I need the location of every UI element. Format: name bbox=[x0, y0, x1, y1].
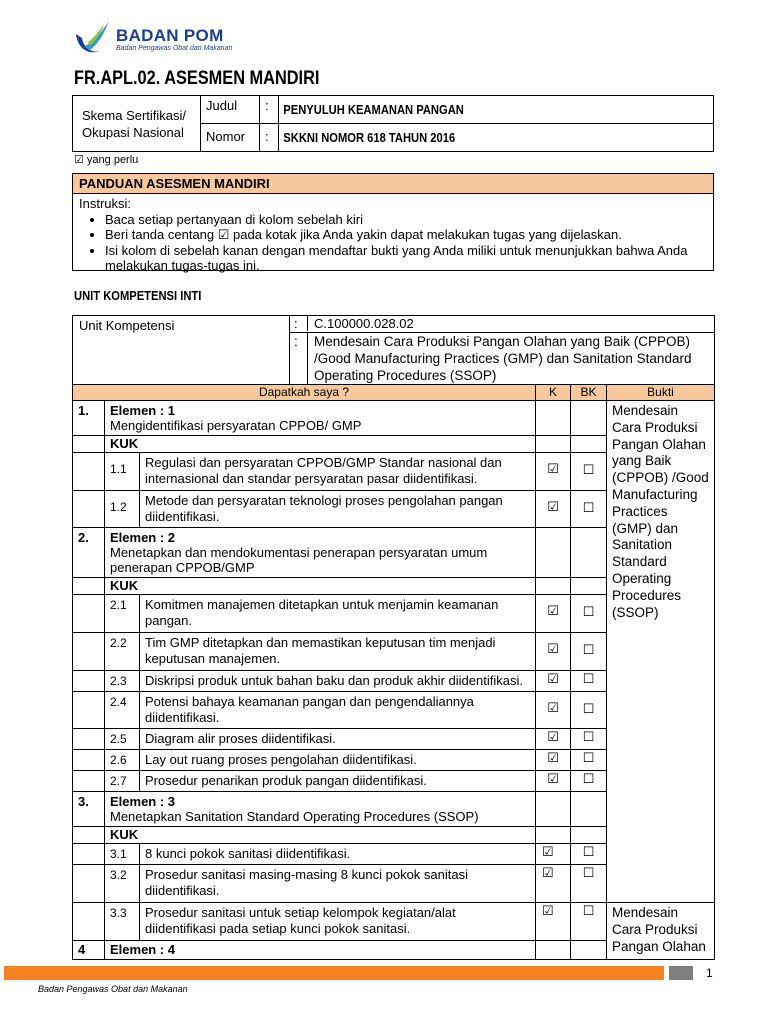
kuk-number: 1.2 bbox=[110, 500, 127, 514]
element-number: 4 bbox=[78, 942, 86, 957]
bk-checkbox[interactable]: ☐ bbox=[582, 771, 595, 786]
k-checkbox[interactable]: ☑ bbox=[542, 844, 554, 859]
col-k: K bbox=[536, 385, 571, 401]
kuk-number: 2.3 bbox=[110, 674, 127, 688]
kuk-label: KUK bbox=[110, 827, 139, 842]
element-title: Elemen : 3 bbox=[110, 794, 176, 809]
nomor-separator: : bbox=[265, 129, 269, 144]
kuk-text: Lay out ruang proses pengolahan diidentifikasi. bbox=[145, 752, 417, 767]
element-number: 2. bbox=[78, 530, 89, 545]
bk-checkbox[interactable]: ☐ bbox=[582, 865, 595, 880]
kuk-label: KUK bbox=[110, 436, 139, 451]
kuk-number: 3.1 bbox=[110, 847, 127, 861]
k-checkbox[interactable]: ☑ bbox=[547, 603, 559, 618]
bk-checkbox[interactable]: ☐ bbox=[582, 462, 595, 477]
unit-label: Unit Kompetensi bbox=[79, 318, 175, 333]
panduan-title: PANDUAN ASESMEN MANDIRI bbox=[73, 174, 713, 194]
element-number: 3. bbox=[78, 794, 89, 809]
unit-heading: UNIT KOMPETENSI INTI bbox=[74, 288, 202, 303]
bk-checkbox[interactable]: ☐ bbox=[582, 701, 595, 716]
bk-checkbox[interactable]: ☐ bbox=[582, 729, 595, 744]
unit-title: Mendesain Cara Produksi Pangan Olahan yang Baik (CPPOB) /Good Manufacturing Practices (GMP) dan Sanitation Standard Operating Procedures (SSOP) bbox=[307, 333, 714, 384]
badan-pom-logo-icon bbox=[72, 20, 114, 60]
nomor-value: SKKNI NOMOR 618 TAHUN 2016 bbox=[283, 130, 456, 145]
instruksi-item: • Isi kolom di sebelah kanan dengan mendaftar bukti yang Anda miliki untuk menunjukkan bahwa Anda melakukan tugas-tugas ini. bbox=[105, 243, 707, 274]
col-question: Dapatkah saya ? bbox=[73, 385, 536, 401]
k-checkbox[interactable]: ☑ bbox=[542, 903, 554, 918]
kuk-number: 2.5 bbox=[110, 732, 127, 746]
k-checkbox[interactable]: ☑ bbox=[542, 865, 554, 880]
element-desc: Mengidentifikasi persyaratan CPPOB/ GMP bbox=[110, 418, 362, 433]
footer-org: Badan Pengawas Obat dan Makanan bbox=[38, 984, 188, 994]
k-checkbox[interactable]: ☑ bbox=[547, 671, 559, 686]
bk-checkbox[interactable]: ☐ bbox=[582, 844, 595, 859]
kuk-number: 2.7 bbox=[110, 774, 127, 788]
k-checkbox[interactable]: ☑ bbox=[547, 461, 559, 476]
kuk-number: 2.6 bbox=[110, 753, 127, 767]
kuk-text: Prosedur penarikan produk pangan diidentifikasi. bbox=[145, 773, 427, 788]
bk-checkbox[interactable]: ☐ bbox=[582, 671, 595, 686]
instruksi-item: • Baca setiap pertanyaan di kolom sebelah kiri bbox=[105, 212, 707, 228]
footer-bar bbox=[4, 966, 664, 980]
k-checkbox[interactable]: ☑ bbox=[547, 499, 559, 514]
bk-checkbox[interactable]: ☐ bbox=[582, 750, 595, 765]
bk-checkbox[interactable]: ☐ bbox=[582, 903, 595, 918]
element-title: Elemen : 2 bbox=[110, 530, 176, 545]
kuk-text: Regulasi dan persyaratan CPPOB/GMP Standar nasional dan internasional dan standar persyaratan pasar diidentifikasi. bbox=[145, 455, 502, 486]
judul-value: PENYULUH KEAMANAN PANGAN bbox=[283, 102, 464, 117]
element-desc: Menetapkan Sanitation Standard Operating Procedures (SSOP) bbox=[110, 809, 479, 824]
nomor-label: Nomor bbox=[206, 129, 246, 144]
element-number: 1. bbox=[78, 403, 89, 418]
kuk-text: Prosedur sanitasi untuk setiap kelompok kegiatan/alat diidentifikasi pada setiap kunci pokok sanitasi. bbox=[145, 905, 456, 936]
footer-page-block bbox=[669, 966, 693, 980]
kuk-text: 8 kunci pokok sanitasi diidentifikasi. bbox=[145, 846, 351, 861]
kuk-text: Diskripsi produk untuk bahan baku dan produk akhir diidentifikasi. bbox=[145, 673, 523, 688]
unit-title-separator: : bbox=[294, 334, 298, 349]
judul-separator: : bbox=[265, 98, 269, 113]
kuk-label: KUK bbox=[110, 578, 139, 593]
k-checkbox[interactable]: ☑ bbox=[547, 750, 559, 765]
kuk-number: 2.4 bbox=[110, 695, 127, 709]
legend-note: ☑ yang perlu bbox=[74, 154, 139, 166]
col-bukti: Bukti bbox=[607, 385, 715, 401]
k-checkbox[interactable]: ☑ bbox=[547, 771, 559, 786]
schema-table bbox=[72, 95, 714, 152]
kuk-number: 2.2 bbox=[110, 636, 127, 650]
competency-table bbox=[72, 315, 715, 960]
bk-checkbox[interactable]: ☐ bbox=[582, 604, 595, 619]
k-checkbox[interactable]: ☑ bbox=[547, 700, 559, 715]
logo-name: BADAN POM bbox=[116, 26, 224, 45]
kuk-number: 1.1 bbox=[110, 462, 127, 476]
col-bk: BK bbox=[571, 385, 607, 401]
element-title: Elemen : 4 bbox=[110, 942, 176, 957]
bukti-text: Mendesain Cara Produksi Pangan Olahan yang Baik (CPPOB) /Good Manufacturing Practices (GMP) dan Sanitation Standard Operating Procedures (SSOP) bbox=[612, 403, 709, 620]
kuk-number: 3.2 bbox=[110, 868, 127, 882]
unit-code-separator: : bbox=[294, 316, 298, 331]
judul-label: Judul bbox=[206, 98, 238, 113]
kuk-number: 2.1 bbox=[110, 598, 127, 612]
bukti-text: Mendesain Cara Produksi Pangan Olahan bbox=[612, 905, 706, 954]
element-desc: Menetapkan dan mendokumentasi penerapan persyaratan umum penerapan CPPOB/GMP bbox=[110, 545, 488, 575]
element-title: Elemen : 1 bbox=[110, 403, 176, 418]
logo-subtitle: Badan Pengawas Obat dan Makanan bbox=[116, 45, 233, 52]
bk-checkbox[interactable]: ☐ bbox=[582, 500, 595, 515]
kuk-text: Prosedur sanitasi masing-masing 8 kunci pokok sanitasi diidentifikasi. bbox=[145, 867, 468, 898]
document-title: FR.APL.02. ASESMEN MANDIRI bbox=[74, 68, 320, 89]
kuk-text: Metode dan persyaratan teknologi proses pengolahan pangan diidentifikasi. bbox=[145, 493, 503, 524]
page-number: 1 bbox=[706, 966, 713, 980]
instruksi-label: Instruksi: bbox=[79, 196, 132, 211]
panduan-box bbox=[72, 173, 714, 271]
kuk-number: 3.3 bbox=[110, 906, 127, 920]
instruksi-item: • Beri tanda centang ☑ pada kotak jika Anda yakin dapat melakukan tugas yang dijelaskan. bbox=[105, 227, 707, 243]
kuk-text: Diagram alir proses diidentifikasi. bbox=[145, 731, 336, 746]
unit-code: C.100000.028.02 bbox=[307, 316, 414, 331]
schema-label: Skema Sertifikasi/ Okupasi Nasional bbox=[82, 107, 187, 140]
kuk-text: Potensi bahaya keamanan pangan dan pengendaliannya diidentifikasi. bbox=[145, 694, 474, 725]
k-checkbox[interactable]: ☑ bbox=[547, 641, 559, 656]
kuk-text: Tim GMP ditetapkan dan memastikan keputusan tim menjadi keputusan manajemen. bbox=[145, 635, 496, 666]
kuk-text: Komitmen manajemen ditetapkan untuk menjamin keamanan pangan. bbox=[145, 597, 499, 628]
k-checkbox[interactable]: ☑ bbox=[547, 729, 559, 744]
bk-checkbox[interactable]: ☐ bbox=[582, 642, 595, 657]
